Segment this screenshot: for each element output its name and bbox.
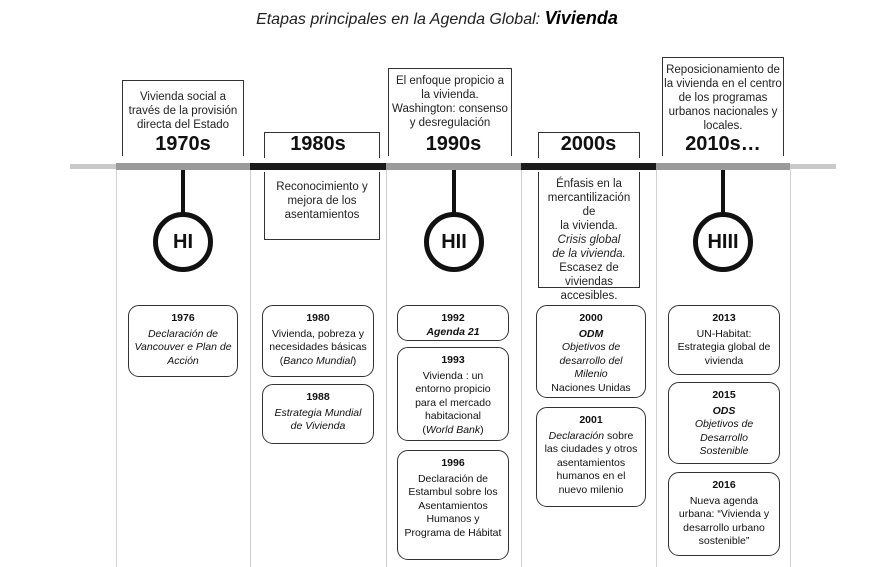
page-title bbox=[0, 8, 874, 29]
note-1970s: Vivienda social a través de la provisión directa del Estado bbox=[128, 91, 238, 131]
decade-1970s: 1970s bbox=[155, 133, 211, 155]
axis-segment-1970s bbox=[116, 163, 250, 170]
event-card-2000: 2000 ODM Objetivos de desarrollo del Milenio Naciones Unidas bbox=[536, 305, 646, 398]
habitat-III-circle: HIII bbox=[693, 212, 753, 272]
decade-1990s: 1990s bbox=[425, 133, 482, 155]
event-card-1993: 1993 Vivienda : un entorno propicio para el mercado habitacional (World Bank) bbox=[397, 347, 509, 441]
note-2010s: Reposicionamiento de la vivienda en el centro de los programas urbanos nacionales y locales. bbox=[664, 64, 782, 132]
habitat-II-circle: HII bbox=[424, 212, 484, 272]
note-1990s: El enfoque propicio a la vivienda. Washington: consenso y desregulación bbox=[392, 75, 508, 129]
column-divider bbox=[386, 170, 387, 567]
column-divider bbox=[250, 170, 251, 567]
axis-segment-1990s bbox=[386, 163, 521, 170]
habitat-stem-3 bbox=[721, 170, 725, 214]
title-prefix: Etapas principales en la Agenda Global: bbox=[256, 11, 541, 28]
column-divider bbox=[116, 170, 117, 567]
decade-2010s: 2010s… bbox=[685, 133, 761, 155]
event-card-2016: 2016 Nueva agenda urbana: “Vivienda y desarrollo urbano sostenible” bbox=[668, 472, 780, 556]
habitat-I-circle: HI bbox=[153, 212, 213, 272]
decade-2000s: 2000s bbox=[560, 133, 617, 155]
note-2000s: Énfasis en la mercantilización de la vivienda. Crisis global de la vivienda. Escasez de viviendas accesibles. bbox=[547, 178, 631, 302]
decade-1980s: 1980s bbox=[290, 133, 346, 155]
event-card-2001: 2001 Declaración sobre las ciudades y otros asentamientos humanos en el nuevo milenio bbox=[536, 407, 646, 507]
event-card-1992: 1992 Agenda 21 bbox=[397, 305, 509, 341]
column-divider bbox=[790, 170, 791, 567]
column-divider bbox=[521, 170, 522, 567]
axis-segment-2000s bbox=[521, 163, 656, 170]
axis-segment-1980s bbox=[250, 163, 386, 170]
event-card-1980: 1980 Vivienda, pobreza y necesidades básicas (Banco Mundial) bbox=[262, 305, 374, 377]
title-emphasis: Vivienda bbox=[544, 8, 618, 28]
event-card-1988: 1988 Estrategia Mundial de Vivienda bbox=[262, 384, 374, 444]
axis-segment-2010s bbox=[656, 163, 790, 170]
habitat-stem-1 bbox=[181, 170, 185, 214]
event-card-2015: 2015 ODS Objetivos de Desarrollo Sostenible bbox=[668, 382, 780, 464]
note-1980s: Reconocimiento y mejora de los asentamientos bbox=[276, 181, 368, 221]
event-card-1996: 1996 Declaración de Estambul sobre los Asentamientos Humanos y Programa de Hábitat bbox=[397, 450, 509, 560]
habitat-stem-2 bbox=[452, 170, 456, 214]
column-divider bbox=[656, 170, 657, 567]
event-card-1976: 1976 Declaración de Vancouver e Plan de Acción bbox=[128, 305, 238, 377]
event-card-2013: 2013 UN-Habitat: Estrategia global de vivienda bbox=[668, 305, 780, 375]
